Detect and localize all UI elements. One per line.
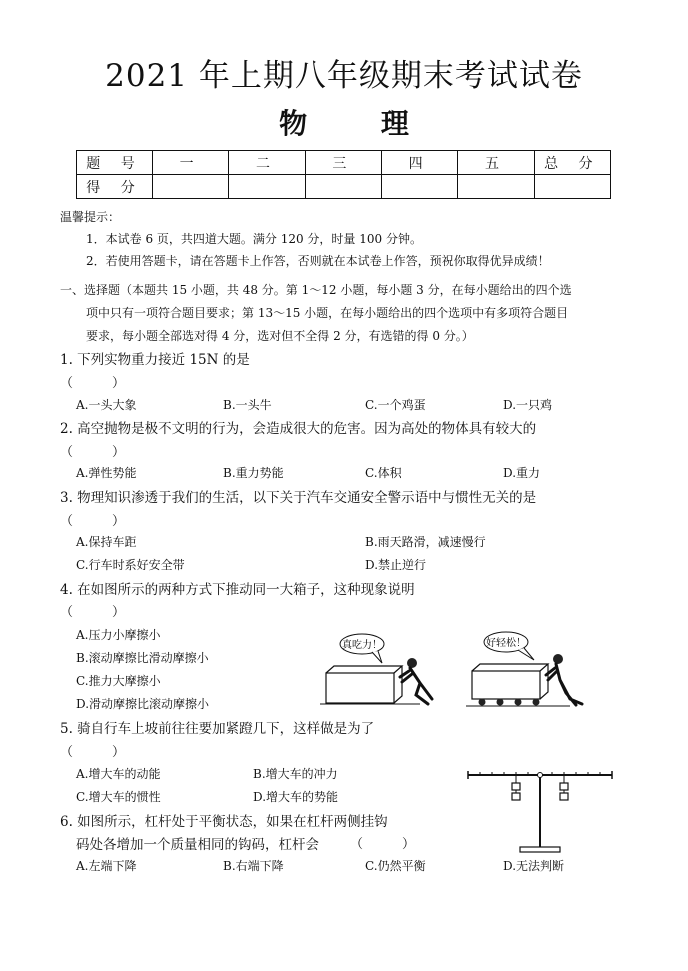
option[interactable]: A.保持车距 <box>76 535 137 549</box>
bubble-text-right: 好轻松！ <box>486 638 526 649</box>
pushing-box-figure <box>320 625 640 715</box>
score-cell[interactable] <box>153 175 229 199</box>
tips-item: 1．本试卷 6 页，共四道大题。满分 120 分，时量 100 分钟。 <box>86 232 422 246</box>
score-cell[interactable] <box>305 175 381 199</box>
question-stem: 3. 物理知识渗透于我们的生活，以下关于汽车交通安全警示语中与惯性无关的是 <box>60 490 537 506</box>
score-header-cell: 题 号 <box>77 151 153 175</box>
option[interactable]: C.增大车的惯性 <box>76 790 161 804</box>
question-stem: 2. 高空抛物是极不文明的行为，会造成很大的危害。因为高处的物体具有较大的 <box>60 421 537 437</box>
option[interactable]: B.雨天路滑，减速慢行 <box>365 535 486 549</box>
option[interactable]: B.一头牛 <box>223 398 272 412</box>
section-instruction: 项中只有一项符合题目要求；第 13～15 小题，在每小题给出的四个选项中有多项符合题目 <box>86 306 569 320</box>
answer-blank[interactable]: （ ） <box>60 376 126 391</box>
person-head <box>553 654 563 664</box>
section-instruction: 要求，每小题全部选对得 4 分，选对但不全得 2 分，有选错的得 0 分。） <box>86 329 474 343</box>
option[interactable]: C.推力大摩擦小 <box>76 674 161 688</box>
option[interactable]: D.重力 <box>503 466 541 480</box>
hook-weight <box>560 793 568 800</box>
bubble-text-left: 真吃力！ <box>342 640 382 651</box>
option[interactable]: A.弹性势能 <box>76 466 137 480</box>
answer-blank[interactable]: （ ） <box>60 514 126 529</box>
option[interactable]: A.增大车的动能 <box>76 767 161 781</box>
hook-weight <box>560 783 568 790</box>
lever-pivot <box>538 773 543 778</box>
option[interactable]: B.滚动摩擦比滑动摩擦小 <box>76 651 209 665</box>
option[interactable]: B.重力势能 <box>223 466 284 480</box>
option[interactable]: C.仍然平衡 <box>365 859 426 873</box>
question-stem: 1. 下列实物重力接近 15N 的是 <box>60 352 250 368</box>
score-header-cell: 四 <box>381 151 457 175</box>
lever-figure <box>462 765 622 855</box>
sliding-box-scene <box>320 634 432 704</box>
answer-blank[interactable]: （ ） <box>60 745 126 760</box>
score-header-row <box>77 151 611 175</box>
score-header-cell: 总 分 <box>534 151 610 175</box>
score-value-row <box>77 175 611 199</box>
big-box-right <box>472 671 540 699</box>
big-box-left <box>326 673 394 703</box>
option[interactable]: D.无法判断 <box>503 859 565 873</box>
answer-blank[interactable]: （ ） <box>60 445 126 460</box>
option[interactable]: B.右端下降 <box>223 859 284 873</box>
option[interactable]: A.压力小摩擦小 <box>76 628 161 642</box>
score-header-cell: 二 <box>229 151 305 175</box>
score-cell[interactable] <box>458 175 534 199</box>
hook-weight <box>512 783 520 790</box>
tips-heading: 温馨提示： <box>60 210 121 224</box>
option[interactable]: D.增大车的势能 <box>253 790 339 804</box>
score-table <box>76 150 611 199</box>
question-stem: 6. 如图所示，杠杆处于平衡状态，如果在杠杆两侧挂钩 <box>60 814 388 830</box>
score-cell[interactable] <box>381 175 457 199</box>
rolling-box-scene <box>466 632 582 706</box>
option[interactable]: C.一个鸡蛋 <box>365 398 426 412</box>
question-stem: 码处各增加一个质量相同的钩码，杠杆会 <box>76 837 319 853</box>
question-stem: 4. 在如图所示的两种方式下推动同一大箱子，这种现象说明 <box>60 582 415 598</box>
tips-item: 2．若使用答题卡，请在答题卡上作答，否则就在本试卷上作答，预祝你取得优异成绩！ <box>86 254 550 268</box>
score-header-cell: 三 <box>305 151 381 175</box>
score-cell[interactable] <box>534 175 610 199</box>
hook-weight <box>512 793 520 800</box>
answer-blank[interactable]: （ ） <box>60 605 126 620</box>
person-head <box>407 658 417 668</box>
subject-title: 物 理 <box>279 107 441 140</box>
option[interactable]: D.一只鸡 <box>503 398 553 412</box>
option[interactable]: D.禁止逆行 <box>365 558 427 572</box>
lever-base <box>520 847 560 852</box>
section-instruction: 一、选择题（本题共 15 小题，共 48 分。第 1～12 小题，每小题 3 分，在每小题给出的四个选 <box>60 283 572 297</box>
option[interactable]: C.体积 <box>365 466 402 480</box>
option[interactable]: C.行车时系好安全带 <box>76 558 185 572</box>
option[interactable]: D.滑动摩擦比滚动摩擦小 <box>76 697 210 711</box>
score-cell[interactable] <box>229 175 305 199</box>
score-row-label: 得 分 <box>77 175 153 199</box>
option[interactable]: A.一头大象 <box>76 398 137 412</box>
option[interactable]: B.增大车的冲力 <box>253 767 338 781</box>
score-header-cell: 五 <box>458 151 534 175</box>
question-stem: 5. 骑自行车上坡前往往要加紧蹬几下，这样做是为了 <box>60 721 375 737</box>
exam-title: 2021 年上期八年级期末考试试卷 <box>105 58 583 94</box>
answer-blank[interactable]: （ ） <box>350 837 416 852</box>
option[interactable]: A.左端下降 <box>76 859 137 873</box>
score-header-cell: 一 <box>153 151 229 175</box>
